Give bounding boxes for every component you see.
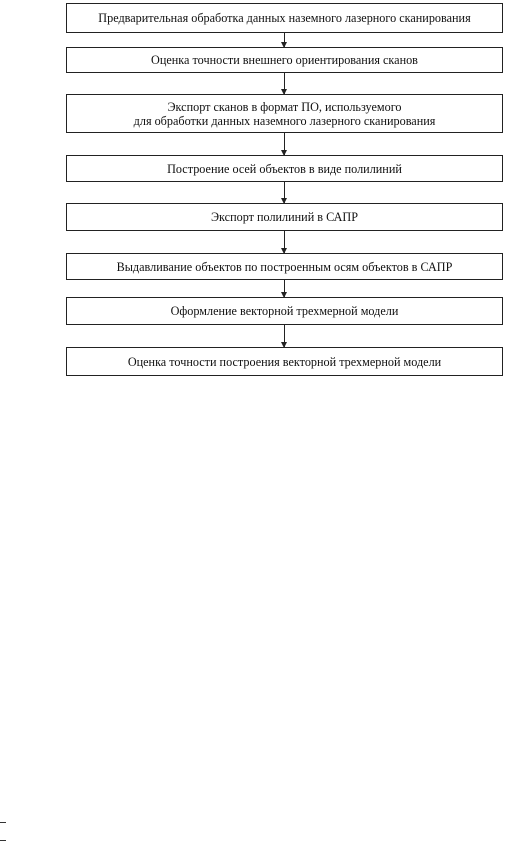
dash-mark <box>0 822 6 823</box>
step-7-box: Оформление векторной трехмерной модели <box>66 297 503 325</box>
step-5-box: Экспорт полилиний в САПР <box>66 203 503 231</box>
step-2-box: Оценка точности внешнего ориентирования сканов <box>66 47 503 73</box>
arrow-4-5 <box>284 182 285 203</box>
arrow-1-2 <box>284 33 285 47</box>
step-4-box: Построение осей объектов в виде полилиний <box>66 155 503 182</box>
step-3-box: Экспорт сканов в формат ПО, используемого для обработки данных наземного лазерного сканирования <box>66 94 503 133</box>
dash-mark <box>0 840 6 841</box>
arrow-6-7 <box>284 280 285 297</box>
arrow-2-3 <box>284 73 285 94</box>
step-8-box: Оценка точности построения векторной трехмерной модели <box>66 347 503 376</box>
arrow-7-8 <box>284 325 285 347</box>
step-6-box: Выдавливание объектов по построенным осям объектов в САПР <box>66 253 503 280</box>
arrow-3-4 <box>284 133 285 155</box>
arrow-5-6 <box>284 231 285 253</box>
step-1-box: Предварительная обработка данных наземного лазерного сканирования <box>66 3 503 33</box>
